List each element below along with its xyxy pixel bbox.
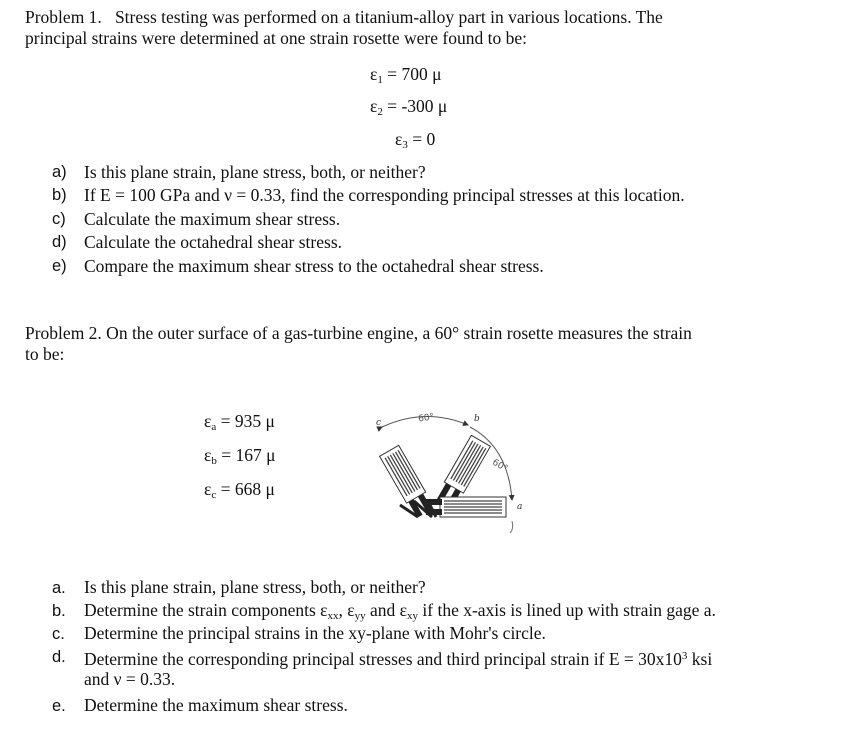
strain-e2-sub: 2	[377, 106, 383, 118]
gage-label-a: a	[517, 502, 523, 512]
question-text: Is this plane strain, plane stress, both, or neither?	[84, 162, 426, 182]
question-text-part: Determine the corresponding principal stresses and third principal strain if E = 30x10	[84, 649, 682, 669]
subscript-xy: xy	[407, 610, 419, 622]
strain-rosette-figure	[370, 405, 550, 537]
gage-label-c: c	[376, 418, 382, 428]
problem1-intro-line2: principal strains were determined at one strain rosette were found to be:	[25, 28, 527, 48]
strain-e3-sub: 3	[402, 139, 408, 151]
question-text: Determine the maximum shear stress.	[84, 695, 348, 715]
problem1-heading: Problem 1.	[25, 7, 102, 27]
question-label: d)	[52, 233, 67, 252]
subscript-xx: xx	[327, 610, 339, 622]
question-label: b)	[52, 186, 67, 205]
strain-ea-symbol: ε	[204, 411, 212, 431]
strain-e1	[370, 64, 442, 86]
question-text: Calculate the octahedral shear stress.	[84, 232, 343, 253]
strain-ec-symbol: ε	[204, 479, 212, 499]
strain-e3-symbol: ε	[395, 129, 403, 149]
strain-ec	[204, 479, 275, 501]
strain-gage-c	[380, 445, 435, 518]
p2-question-d-line2: and ν = 0.33.	[84, 669, 176, 689]
strain-e1-symbol: ε	[370, 64, 378, 84]
strain-ea	[204, 411, 275, 433]
question-text: Calculate the maximum shear stress.	[84, 208, 341, 229]
problem2-intro-line2: to be:	[25, 344, 65, 364]
question-text: If E = 100 GPa and ν = 0.33, find the corresponding principal stresses at this location.	[84, 185, 685, 206]
axis-tick	[510, 521, 513, 533]
strain-e2-value: = -300 μ	[387, 96, 448, 116]
problem1-questions	[52, 161, 832, 278]
question-text-part: ksi	[687, 649, 713, 669]
strain-ec-value: = 668 μ	[220, 479, 275, 499]
strain-e1-sub: 1	[377, 74, 383, 86]
strain-e1-value: = 700 μ	[387, 64, 442, 84]
angle-label-top: 60°	[417, 412, 435, 425]
question-label: e)	[52, 256, 67, 275]
list-item	[52, 255, 832, 278]
p2-question-a	[52, 577, 426, 599]
list-item	[52, 161, 832, 184]
strain-e3	[395, 129, 435, 151]
superscript-3: 3	[681, 650, 688, 662]
strain-eb-symbol: ε	[204, 445, 212, 465]
question-label: c)	[52, 209, 66, 228]
strain-eb	[204, 445, 276, 467]
question-text: Compare the maximum shear stress to the octahedral shear stress.	[84, 255, 544, 276]
question-text: Is this plane strain, plane stress, both, or neither?	[84, 577, 426, 597]
angle-label-right: 60°	[490, 457, 510, 475]
question-text-part: if the x-axis is lined up with strain gage a.	[418, 600, 716, 620]
list-item	[52, 231, 832, 254]
strain-eb-sub: b	[211, 455, 217, 467]
question-text: Determine the principal strains in the xy-plane with Mohr's circle.	[84, 623, 546, 643]
problem1-intro-text: Stress testing was performed on a titanium-alloy part in various locations. The	[114, 7, 663, 27]
p2-question-d	[52, 646, 713, 669]
question-text-part: , ε	[338, 600, 355, 620]
strain-gage-a	[426, 497, 506, 517]
strain-ec-sub: c	[211, 489, 217, 501]
question-text-part: Determine the strain components ε	[84, 600, 328, 620]
problem1-intro-line1	[25, 7, 663, 28]
question-text-part: and ε	[365, 600, 408, 620]
gage-label-b: b	[474, 414, 480, 424]
question-label: a.	[52, 579, 66, 597]
question-label: e.	[52, 697, 66, 715]
p2-question-e	[52, 695, 348, 717]
subscript-yy: yy	[354, 610, 366, 622]
p2-question-c	[52, 623, 546, 645]
question-label: b.	[52, 602, 66, 620]
list-item	[52, 208, 832, 231]
strain-e3-value: = 0	[412, 129, 436, 149]
strain-e2-symbol: ε	[370, 96, 378, 116]
problem2-intro-line1: Problem 2. On the outer surface of a gas-turbine engine, a 60° strain rosette measures the strain	[25, 323, 692, 343]
question-label: a)	[52, 163, 67, 181]
strain-ea-value: = 935 μ	[220, 411, 275, 431]
strain-e2	[370, 96, 447, 118]
question-text	[84, 646, 712, 670]
list-item	[52, 184, 832, 207]
strain-eb-value: = 167 μ	[221, 445, 276, 465]
strain-ea-sub: a	[211, 421, 217, 433]
question-label: c.	[52, 625, 65, 643]
question-label: d.	[52, 648, 66, 666]
